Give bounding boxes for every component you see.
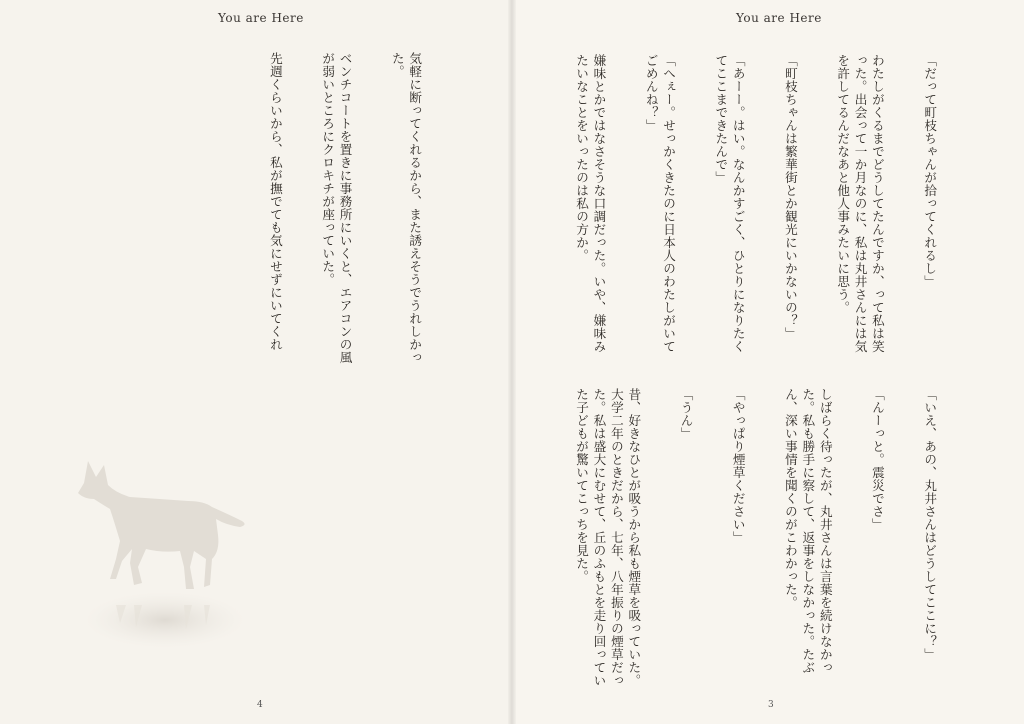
running-header-left: You are Here <box>218 11 304 25</box>
page-number-right: 3 <box>768 700 774 710</box>
book-gutter <box>508 0 516 724</box>
paragraph: 気軽に断ってくれるから、また誘えそうでうれしかった。 <box>389 52 423 364</box>
dog-illustration <box>70 455 260 655</box>
paragraph: 昔、好きなひとが吸うから私も煙草を吸っていた。大学二年のときだから、七年、八年振りの煙草だった。私は盛大にむせて、丘のふもとを走り回っていた子どもが驚いてこっちを見た。 <box>574 388 642 687</box>
paragraph: 「うん」 <box>678 388 694 440</box>
paragraph: 嫌味とかではなさそうな口調だった。いや、嫌味みたいなことをいったのは私の方か。 <box>574 54 607 353</box>
paragraph: 「だって町枝ちゃんが拾ってくれるし」 <box>922 54 938 288</box>
paragraph: 「いえ、あの、丸井さんはどうしてここに？」 <box>922 388 938 661</box>
right-page-body-bottom <box>555 388 973 688</box>
paragraph: 「やっぱり煙草ください」 <box>730 388 746 544</box>
paragraph: しばらく待ったが、丸井さんは言葉を続けなかった。私も勝手に察して、返事をしなかった。たぶん、深い事情を聞くのがこわかった。 <box>782 388 833 674</box>
paragraph: 「んーっと。震災でさ」 <box>869 388 885 531</box>
paragraph: 「町枝ちゃんは繁華街とか観光にいかないの？」 <box>782 54 798 340</box>
paragraph: 「へぇー。せっかくきたのに日本人のわたしがいてごめんね？」 <box>643 54 677 353</box>
left-page-body <box>268 52 458 372</box>
paragraph: 先週くらいから、私が撫でても気にせずにいてくれ <box>268 52 283 351</box>
page-number-left: 4 <box>257 700 263 710</box>
paragraph: わたしがくるまでどうしてたんですか、って私は笑った。出会って一か月なのに、私は丸井さんには気を許してるんだなあと他人事みたいに思う。 <box>835 54 885 353</box>
right-page-body-top <box>555 54 973 354</box>
running-header-right: You are Here <box>736 11 822 25</box>
paragraph: 「あーー。はい。なんかすごく、ひとりになりたくてここまできたんで」 <box>713 54 746 353</box>
paragraph: ベンチコートを置きに事務所にいくと、エアコンの風が弱いところにクロキチが座っていた。 <box>320 52 353 364</box>
